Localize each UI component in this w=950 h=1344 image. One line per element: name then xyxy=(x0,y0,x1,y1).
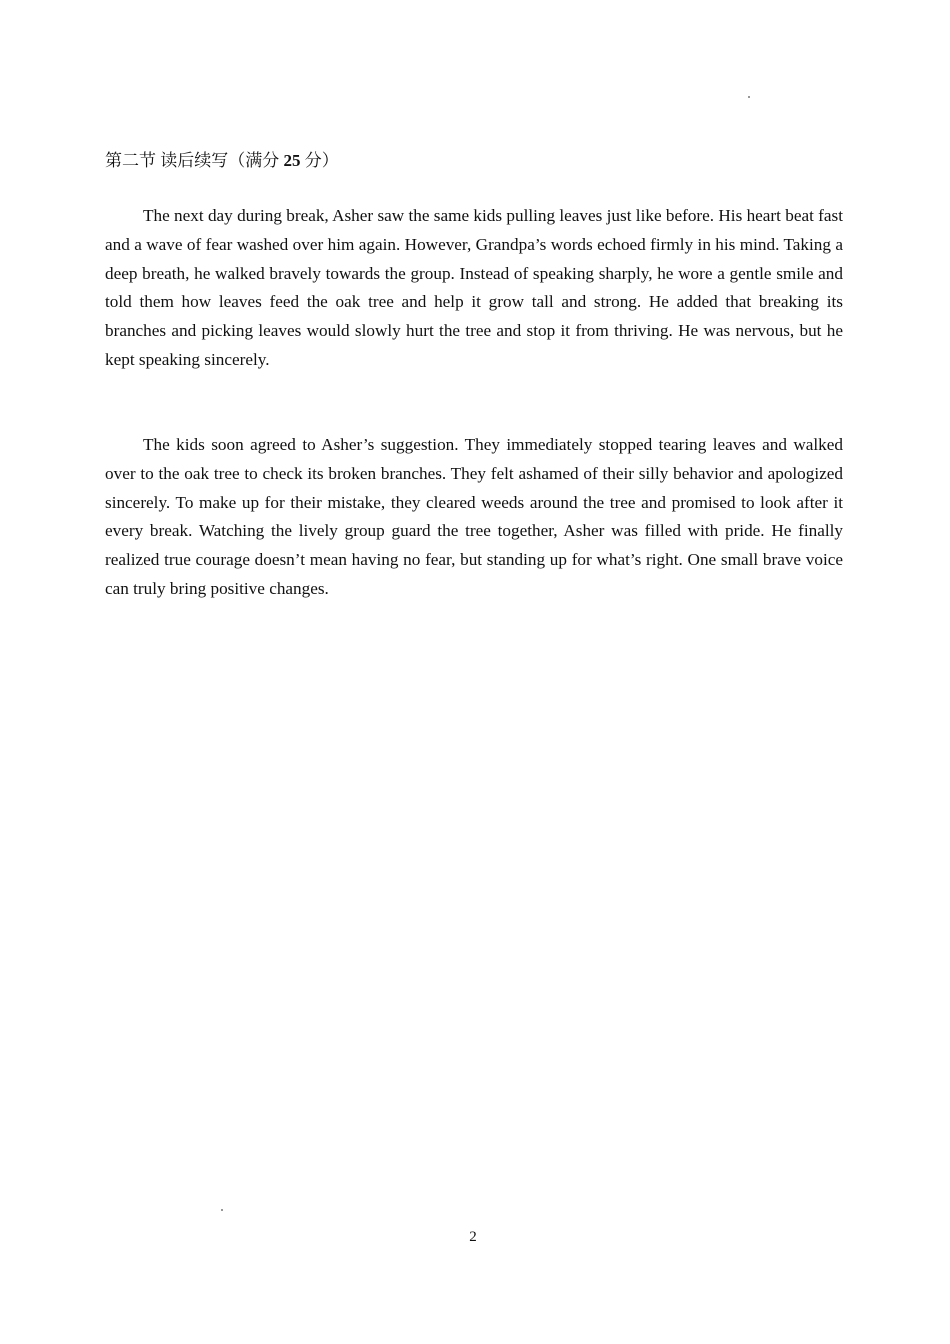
continuation-paragraph-2: The kids soon agreed to Asher’s suggestion. They immediately stopped tearing leaves and walked over to the oak tree to check its broken branches. They felt ashamed of their silly behavior and apologized sincerely. To make up for their mistake, they cleared weeds around the tree and promised to look after it every break. Watching the lively group guard the tree together, Asher was filled with pride. He finally realized true courage doesn’t mean having no fear, but standing up for what’s right. One small brave voice can truly bring positive changes. xyxy=(105,435,843,598)
speck-mark xyxy=(748,96,750,98)
speck-mark xyxy=(221,1209,223,1211)
section-heading-points: 25 xyxy=(283,151,301,170)
section-heading-prefix: 第二节 读后续写（满分 xyxy=(105,151,284,170)
continuation-paragraph-1: The next day during break, Asher saw the same kids pulling leaves just like before. His heart beat fast and a wave of fear washed over him again. However, Grandpa’s words echoed firmly in his mind. Taking a deep breath, he walked bravely towards the group. Instead of speaking sharply, he wore a gentle smile and told them how leaves feed the oak tree and help it grow tall and strong. He added that breaking its branches and picking leaves would slowly hurt the tree and stop it from thriving. He was nervous, but he kept speaking sincerely. xyxy=(105,206,843,369)
page-number: 2 xyxy=(469,1229,477,1245)
section-heading xyxy=(105,150,339,172)
section-heading-suffix: 分） xyxy=(300,151,339,170)
